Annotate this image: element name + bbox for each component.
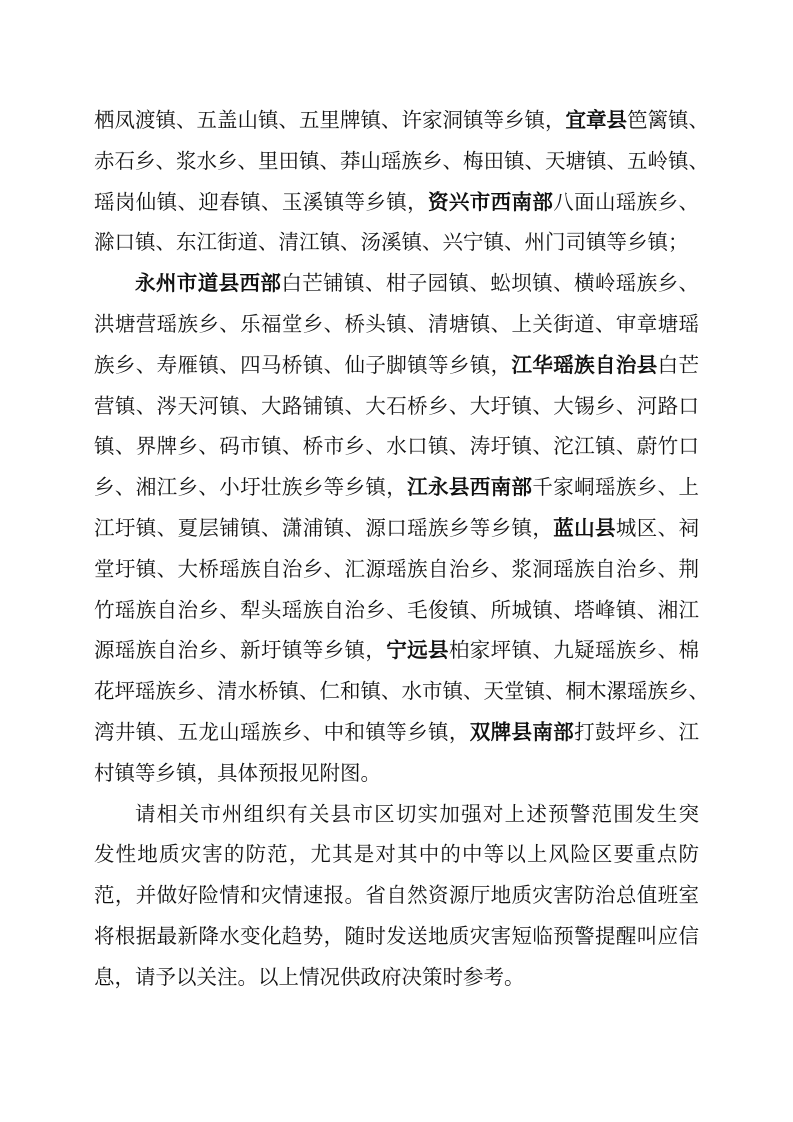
- text-line: [94, 141, 709, 182]
- text-line: [94, 345, 699, 386]
- text-run: 镇、界牌乡、码市镇、桥市乡、水口镇、涛圩镇、沱江镇、蔚竹口: [94, 434, 699, 459]
- text-line: [94, 263, 699, 304]
- text-line: [94, 100, 709, 141]
- text-run: 栖凤渡镇、五盖山镇、五里牌镇、许家洞镇等乡镇，: [94, 108, 566, 132]
- text-run: 将根据最新降水变化趋势，随时发送地质灾害短临预警提醒叫应信: [94, 923, 699, 948]
- text-line: [94, 222, 699, 263]
- text-line: [94, 794, 699, 835]
- text-run: 赤石乡、浆水乡、里田镇、莽山瑶族乡、梅田镇、天塘镇、五岭镇、: [94, 148, 709, 173]
- text-line: [94, 753, 699, 794]
- text-line: [94, 549, 699, 590]
- text-line: [94, 671, 709, 712]
- text-line: [94, 508, 699, 549]
- text-line: [94, 590, 699, 631]
- text-run: 白芒: [657, 352, 699, 377]
- text-line: [94, 182, 699, 223]
- text-run: 村镇等乡镇，具体预报见附图。: [94, 760, 381, 785]
- text-line: [94, 304, 699, 345]
- county-name: 双牌县南部: [469, 719, 575, 744]
- text-run: 乡、湘江乡、小圩壮族乡等乡镇，: [94, 475, 408, 500]
- county-name: 江华瑶族自治县: [511, 352, 658, 377]
- county-name: 宁远县: [386, 638, 449, 663]
- text-run: 发性地质灾害的防范，尤其是对其中的中等以上风险区要重点防: [94, 842, 699, 867]
- document-body: [94, 100, 709, 998]
- text-run: 白芒铺镇、柑子园镇、蚣坝镇、横岭瑶族乡、: [281, 271, 700, 296]
- text-run: 花坪瑶族乡、清水桥镇、仁和镇、水市镇、天堂镇、桐木漯瑶族乡、: [94, 679, 709, 704]
- text-line: [94, 386, 699, 427]
- text-run: 息，请予以关注。以上情况供政府决策时参考。: [94, 964, 525, 989]
- text-run: 范，并做好险情和灾情速报。省自然资源厅地质灾害防治总值班室: [94, 883, 699, 908]
- text-run: 笆篱镇、: [627, 108, 709, 132]
- text-run: 营镇、涔天河镇、大路铺镇、大石桥乡、大圩镇、大锡乡、河路口: [94, 393, 699, 418]
- text-run: 请相关市州组织有关县市区切实加强对上述预警范围发生突: [135, 801, 699, 826]
- text-run: 城区、祠: [615, 515, 699, 540]
- county-name: 江永县西南部: [407, 475, 533, 500]
- text-line: [94, 467, 699, 508]
- text-run: 堂圩镇、大桥瑶族自治乡、汇源瑶族自治乡、浆洞瑶族自治乡、荆: [94, 556, 699, 581]
- text-run: 打鼓坪乡、江: [574, 719, 699, 744]
- text-run: 瑶岗仙镇、迎春镇、玉溪镇等乡镇，: [94, 189, 428, 214]
- text-line: [94, 875, 699, 916]
- text-run: 湾井镇、五龙山瑶族乡、中和镇等乡镇，: [94, 719, 470, 744]
- text-line: [94, 957, 699, 998]
- county-name: 宜章县: [565, 108, 627, 132]
- county-name: 蓝山县: [553, 515, 616, 540]
- text-run: 江圩镇、夏层铺镇、潇浦镇、源口瑶族乡等乡镇，: [94, 515, 554, 540]
- text-run: 洪塘营瑶族乡、乐福堂乡、桥头镇、清塘镇、上关街道、审章塘瑶: [94, 311, 699, 336]
- text-run: 千家峒瑶族乡、上: [532, 475, 699, 500]
- text-run: 柏家坪镇、九疑瑶族乡、棉: [448, 638, 699, 663]
- text-run: 竹瑶族自治乡、犁头瑶族自治乡、毛俊镇、所城镇、塔峰镇、湘江: [94, 597, 699, 622]
- text-line: [94, 834, 699, 875]
- county-name: 资兴市西南部: [428, 189, 554, 214]
- text-line: [94, 916, 699, 957]
- text-line: [94, 630, 699, 671]
- text-run: 八面山瑶族乡、: [553, 189, 699, 214]
- text-run: 族乡、寿雁镇、四马桥镇、仙子脚镇等乡镇，: [94, 352, 512, 377]
- text-run: 源瑶族自治乡、新圩镇等乡镇，: [94, 638, 387, 663]
- text-line: [94, 426, 699, 467]
- text-line: [94, 712, 699, 753]
- text-run: 滁口镇、东江街道、清江镇、汤溪镇、兴宁镇、州门司镇等乡镇；: [94, 230, 689, 255]
- county-name: 永州市道县西部: [135, 271, 282, 296]
